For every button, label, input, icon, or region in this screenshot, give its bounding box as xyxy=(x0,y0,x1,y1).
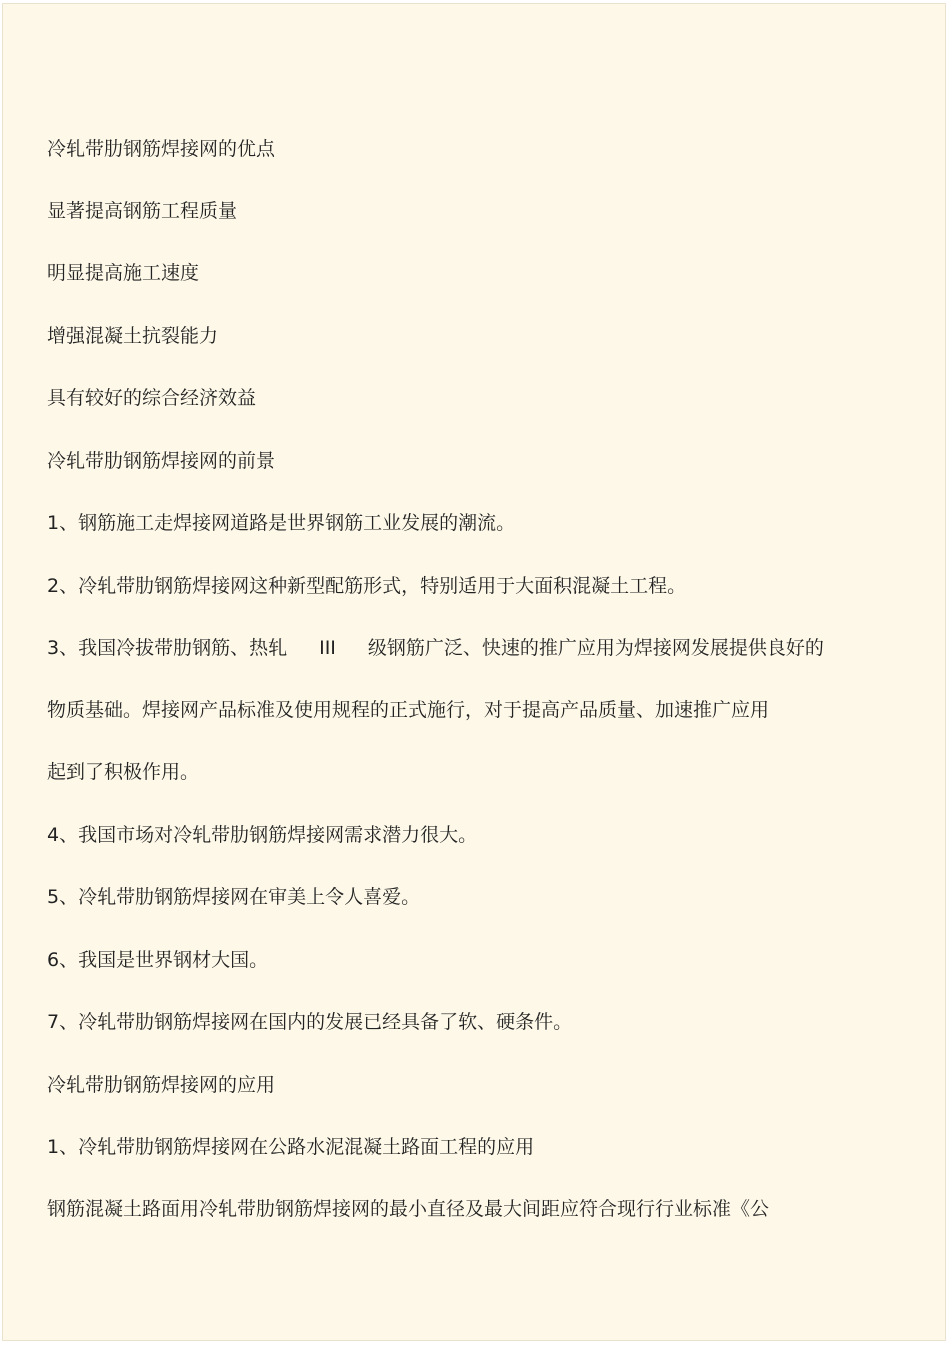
prospect-item xyxy=(47,636,824,660)
heading-advantages: 冷轧带肋钢筋焊接网的优点 xyxy=(47,138,276,160)
prospect-item: 2、冷轧带肋钢筋焊接网这种新型配筋形式，特别适用于大面积混凝土工程。 xyxy=(47,575,687,597)
prospect-item: 6、我国是世界钢材大国。 xyxy=(47,949,269,971)
heading-applications: 冷轧带肋钢筋焊接网的应用 xyxy=(47,1074,276,1096)
prospect-item: 7、冷轧带肋钢筋焊接网在国内的发展已经具备了软、硬条件。 xyxy=(47,1011,573,1033)
advantage-item: 明显提高施工速度 xyxy=(47,262,200,284)
body-paragraph: 钢筋混凝土路面用冷轧带肋钢筋焊接网的最小直径及最大间距应符合现行行业标准《公 xyxy=(47,1198,770,1220)
grade-label: III xyxy=(319,637,336,659)
prospect-item: 4、我国市场对冷轧带肋钢筋焊接网需求潜力很大。 xyxy=(47,824,478,846)
prospect-item-part: 3、我国冷拔带肋钢筋、热轧 xyxy=(47,637,288,659)
advantage-item: 增强混凝土抗裂能力 xyxy=(47,325,219,347)
prospect-item: 1、钢筋施工走焊接网道路是世界钢筋工业发展的潮流。 xyxy=(47,512,516,534)
document-page xyxy=(2,3,946,1341)
advantage-item: 显著提高钢筋工程质量 xyxy=(47,200,238,222)
application-item: 1、冷轧带肋钢筋焊接网在公路水泥混凝土路面工程的应用 xyxy=(47,1136,535,1158)
prospect-item-continuation: 起到了积极作用。 xyxy=(47,761,200,783)
advantage-item: 具有较好的综合经济效益 xyxy=(47,387,257,409)
prospect-item-part: 级钢筋广泛、快速的推广应用为焊接网发展提供良好的 xyxy=(367,637,824,659)
heading-prospects: 冷轧带肋钢筋焊接网的前景 xyxy=(47,450,276,472)
prospect-item: 5、冷轧带肋钢筋焊接网在审美上令人喜爱。 xyxy=(47,886,421,908)
prospect-item-continuation: 物质基础。焊接网产品标准及使用规程的正式施行，对于提高产品质量、加速推广应用 xyxy=(47,699,770,721)
